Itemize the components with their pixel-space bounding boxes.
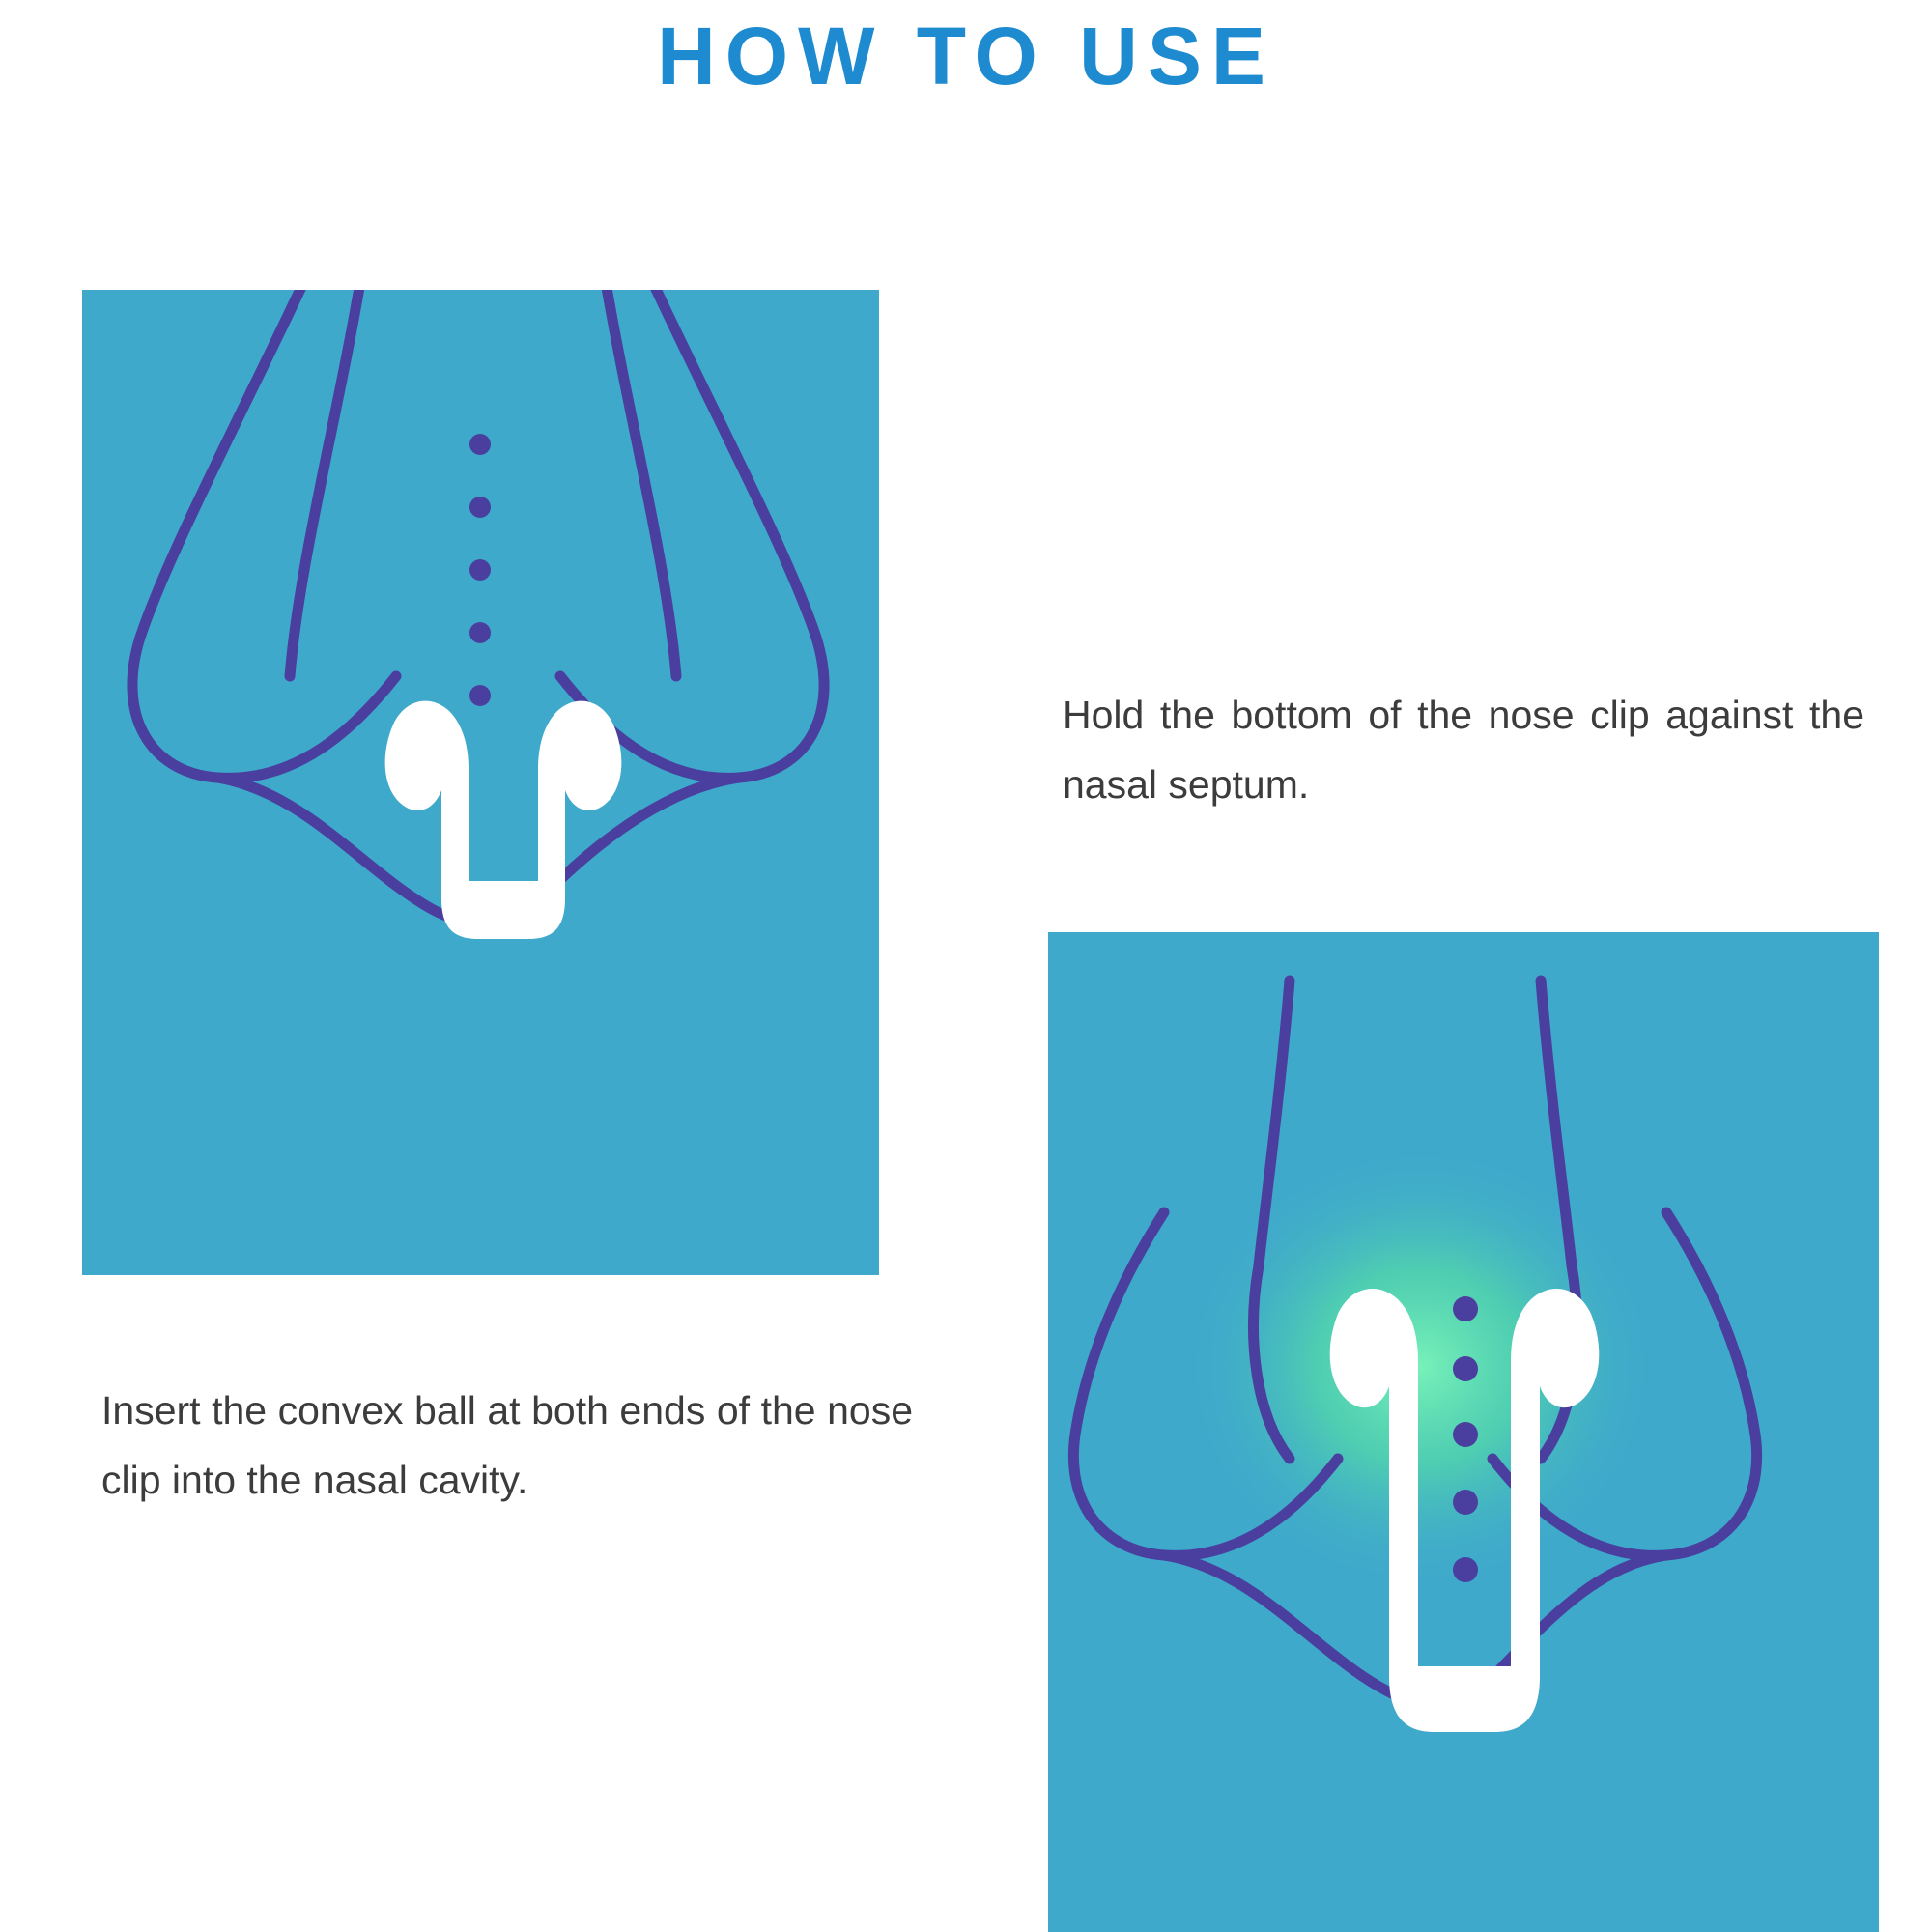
septum-dots	[469, 434, 491, 706]
page-title: HOW TO USE	[657, 11, 1275, 101]
step-1-caption: Insert the convex ball at both ends of the nose clip into the nasal cavity.	[101, 1388, 913, 1502]
nose-with-clip-inserted-graphic	[1048, 932, 1879, 1932]
nose-with-clip-below-graphic	[82, 290, 879, 1275]
step-2-caption: Hold the bottom of the nose clip against the nasal septum.	[1063, 693, 1864, 807]
step-2-illustration-panel	[1048, 932, 1879, 1932]
step-1-illustration-panel	[82, 290, 879, 1275]
